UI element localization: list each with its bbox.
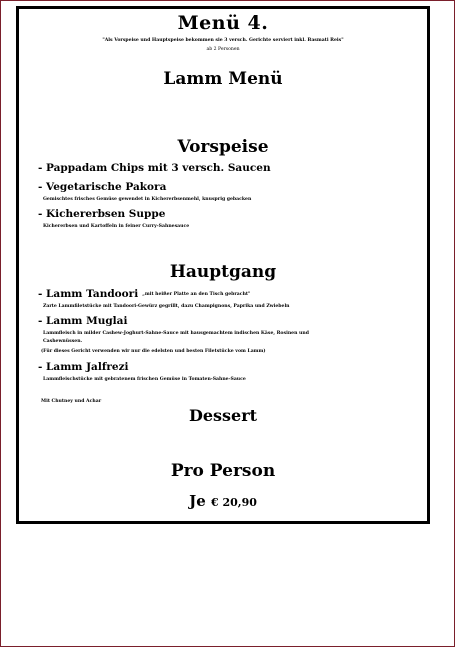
starter-item-suppe: - Kichererbsen Suppe (38, 208, 166, 220)
main-item-tandoori (38, 288, 250, 300)
starter-item-pappadam: - Pappadam Chips mit 3 versch. Saucen (38, 162, 271, 174)
menu-card (16, 6, 430, 524)
main-desc-jalfrezi: Lammfleischstücke mit gebratenem frischen Gemüse in Tomaten-Sahne-Sauce (43, 377, 246, 382)
hauptgang-heading: Hauptgang (169, 262, 277, 282)
menu-note: "Als Vorspeise und Hauptspeise bekommen sie 3 versch. Gerichte serviert inkl. Basmati Reis" (102, 38, 344, 43)
main-desc-muglai: Lammfleisch in milder Cashew-Joghurt-Sahne-Sauce mit hausgemachtem indischen Käse, Rosinen und Cashewnüssen. (43, 331, 309, 344)
menu-persons-note: ab 2 Personen (206, 47, 240, 52)
menu-title: Menü 4. (177, 12, 269, 34)
main-item-muglai: - Lamm Muglai (38, 315, 128, 327)
menu-name: Lamm Menü (163, 69, 283, 89)
main-item-tandoori-extra: „mit heißer Platte an den Tisch gebracht" (142, 291, 251, 297)
main-footnote: Mit Chutney und Achar (41, 399, 102, 404)
price-line (19, 492, 427, 510)
price-amount: € 20,90 (210, 496, 257, 509)
price-prefix: Je (189, 492, 206, 510)
pricing-heading: Pro Person (170, 461, 276, 481)
main-desc-tandoori: Zarte Lammfiletstücke mit Tandoori-Gewürz gegrillt, dazu Champignons, Paprika und Zwiebeln (43, 304, 290, 309)
vorspeise-heading: Vorspeise (177, 137, 269, 157)
main-desc-muglai-note: (Für dieses Gericht verwenden wir nur die edelsten und besten Filetstücke vom Lamm) (41, 349, 266, 354)
starter-desc-pakora: Gemischtes frisches Gemüse gewendet in Kichererbsenmehl, knusprig gebacken (43, 197, 252, 202)
main-item-tandoori-name: - Lamm Tandoori (38, 288, 139, 300)
main-item-jalfrezi: - Lamm Jalfrezi (38, 361, 129, 373)
starter-item-pakora: - Vegetarische Pakora (38, 181, 167, 193)
dessert-heading: Dessert (188, 406, 258, 425)
starter-desc-suppe: Kichererbsen und Kartoffeln in feiner Curry-Sahnesauce (43, 224, 190, 229)
